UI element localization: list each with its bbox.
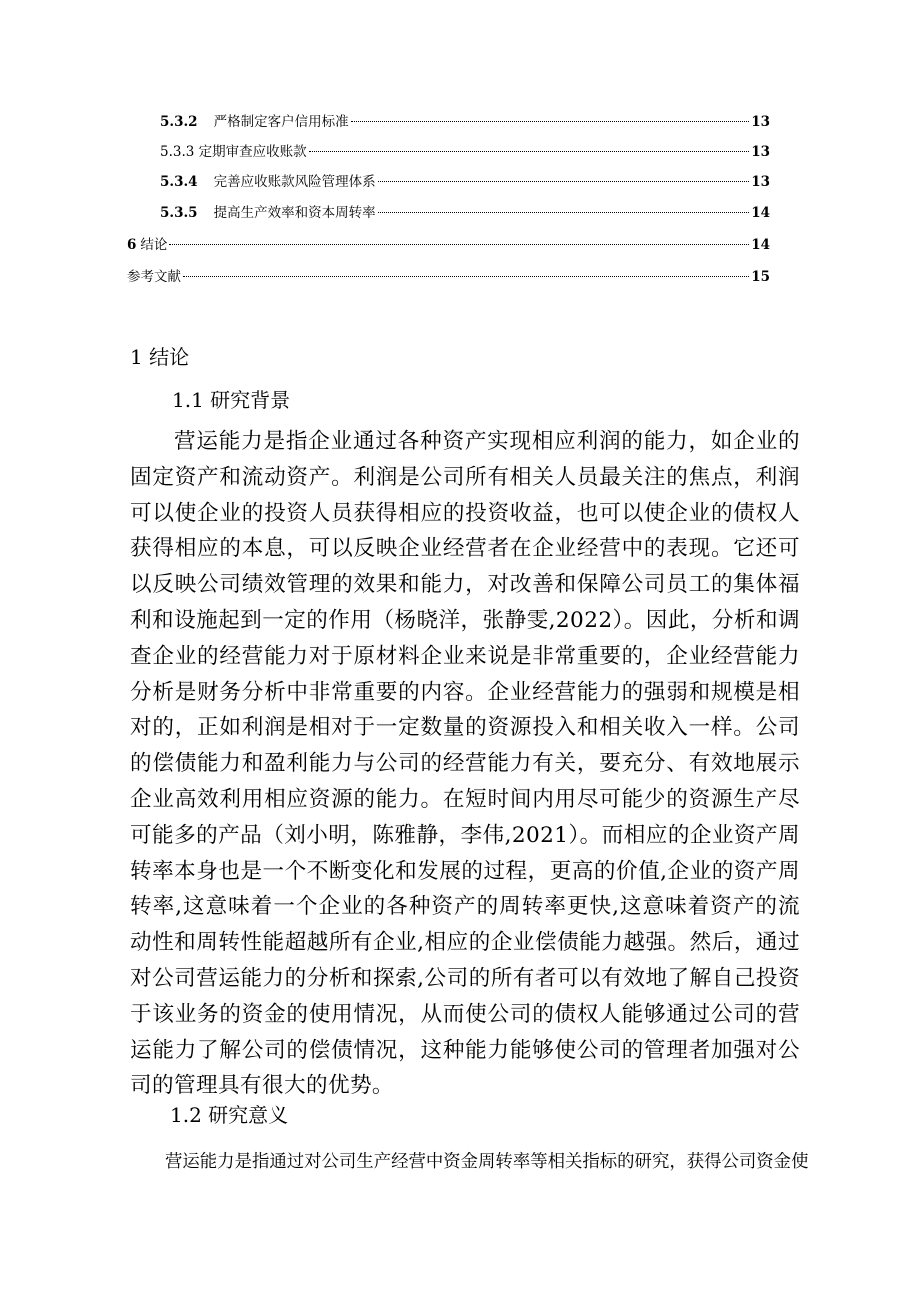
toc-entry-title: 结论 [140,237,168,253]
toc-entry-number: 5.3.4 [160,174,198,190]
toc-entry-page: 15 [751,269,770,285]
toc-entry-number: 5.3.2 [160,114,198,130]
toc-leader-dots [183,276,749,277]
toc-entry-page: 13 [751,174,770,190]
toc-entry-number: 5.3.5 [160,205,198,221]
toc-entry[interactable] [127,267,770,287]
toc-entry-page: 14 [751,205,770,221]
toc-leader-dots [169,244,749,245]
body-paragraph-significance: 营运能力是指通过对公司生产经营中资金周转率等相关指标的研究，获得公司资金使 [165,1152,809,1172]
toc-entry-page: 13 [751,114,770,130]
body-paragraph-background: 营运能力是指企业通过各种资产实现相应利润的能力，如企业的固定资产和流动资产。利润是公司所有相关人员最关注的焦点，利润可以使企业的投资人员获得相应的投资收益，也可以使企业的债权人获得相应的本息，可以反映企业经营者在企业经营中的表现。它还可以反映公司绩效管理的效果和能力，对改善和保障公司员工的集体福利和设施起到一定的作用（杨晓洋，张静雯,2022）。因此，分析和调查企业的经营能力对于原材料企业来说是非常重要的，企业经营能力分析是财务分析中非常重要的内容。企业经营能力的强弱和规模是相对的，正如利润是相对于一定数量的资源投入和相关收入一样。公司的偿债能力和盈利能力与公司的经营能力有关，要充分、有效地展示企业高效利用相应资源的能力。在短时间内用尽可能少的资源生产尽可能多的产品（刘小明，陈雅静，李伟,2021）。而相应的企业资产周转率本身也是一个不断变化和发展的过程，更高的价值,企业的资产周转率,这意味着一个企业的各种资产的周转率更快,这意味着资产的流动性和周转性能超越所有企业,相应的企业偿债能力越强。然后，通过对公司营运能力的分析和探索,公司的所有者可以有效地了解自己投资于该业务的资金的使用情况，从而使公司的债权人能够通过公司的营运能力了解公司的偿债情况，这种能力能够使公司的管理者加强对公司的管理具有很大的优势。 [130,429,801,1099]
toc-entry-page: 14 [751,237,770,253]
toc-leader-dots [378,181,750,182]
toc-entry[interactable] [127,235,770,255]
toc-entry-number: 6 [127,237,137,253]
toc-leader-dots [351,121,750,122]
toc-entry[interactable] [160,142,770,162]
toc-entry[interactable] [160,172,770,192]
toc-entry-title: 参考文献 [127,269,181,285]
section-heading-significance: 1.2 研究意义 [170,1103,289,1127]
chapter-heading: 1 结论 [130,345,190,369]
toc-entry-title: 完善应收账款风险管理体系 [213,174,376,190]
toc-leader-dots [309,151,750,152]
toc-entry-page: 13 [751,144,770,160]
section-heading-background: 1.1 研究背景 [172,388,291,412]
toc-entry[interactable] [160,203,770,223]
toc-entry[interactable] [160,112,770,132]
toc-leader-dots [378,212,750,213]
toc-entry-title: 严格制定客户信用标准 [213,114,349,130]
toc-entry-title: 提高生产效率和资本周转率 [213,205,376,221]
toc-entry-title: 5.3.3 定期审查应收账款 [160,144,307,160]
